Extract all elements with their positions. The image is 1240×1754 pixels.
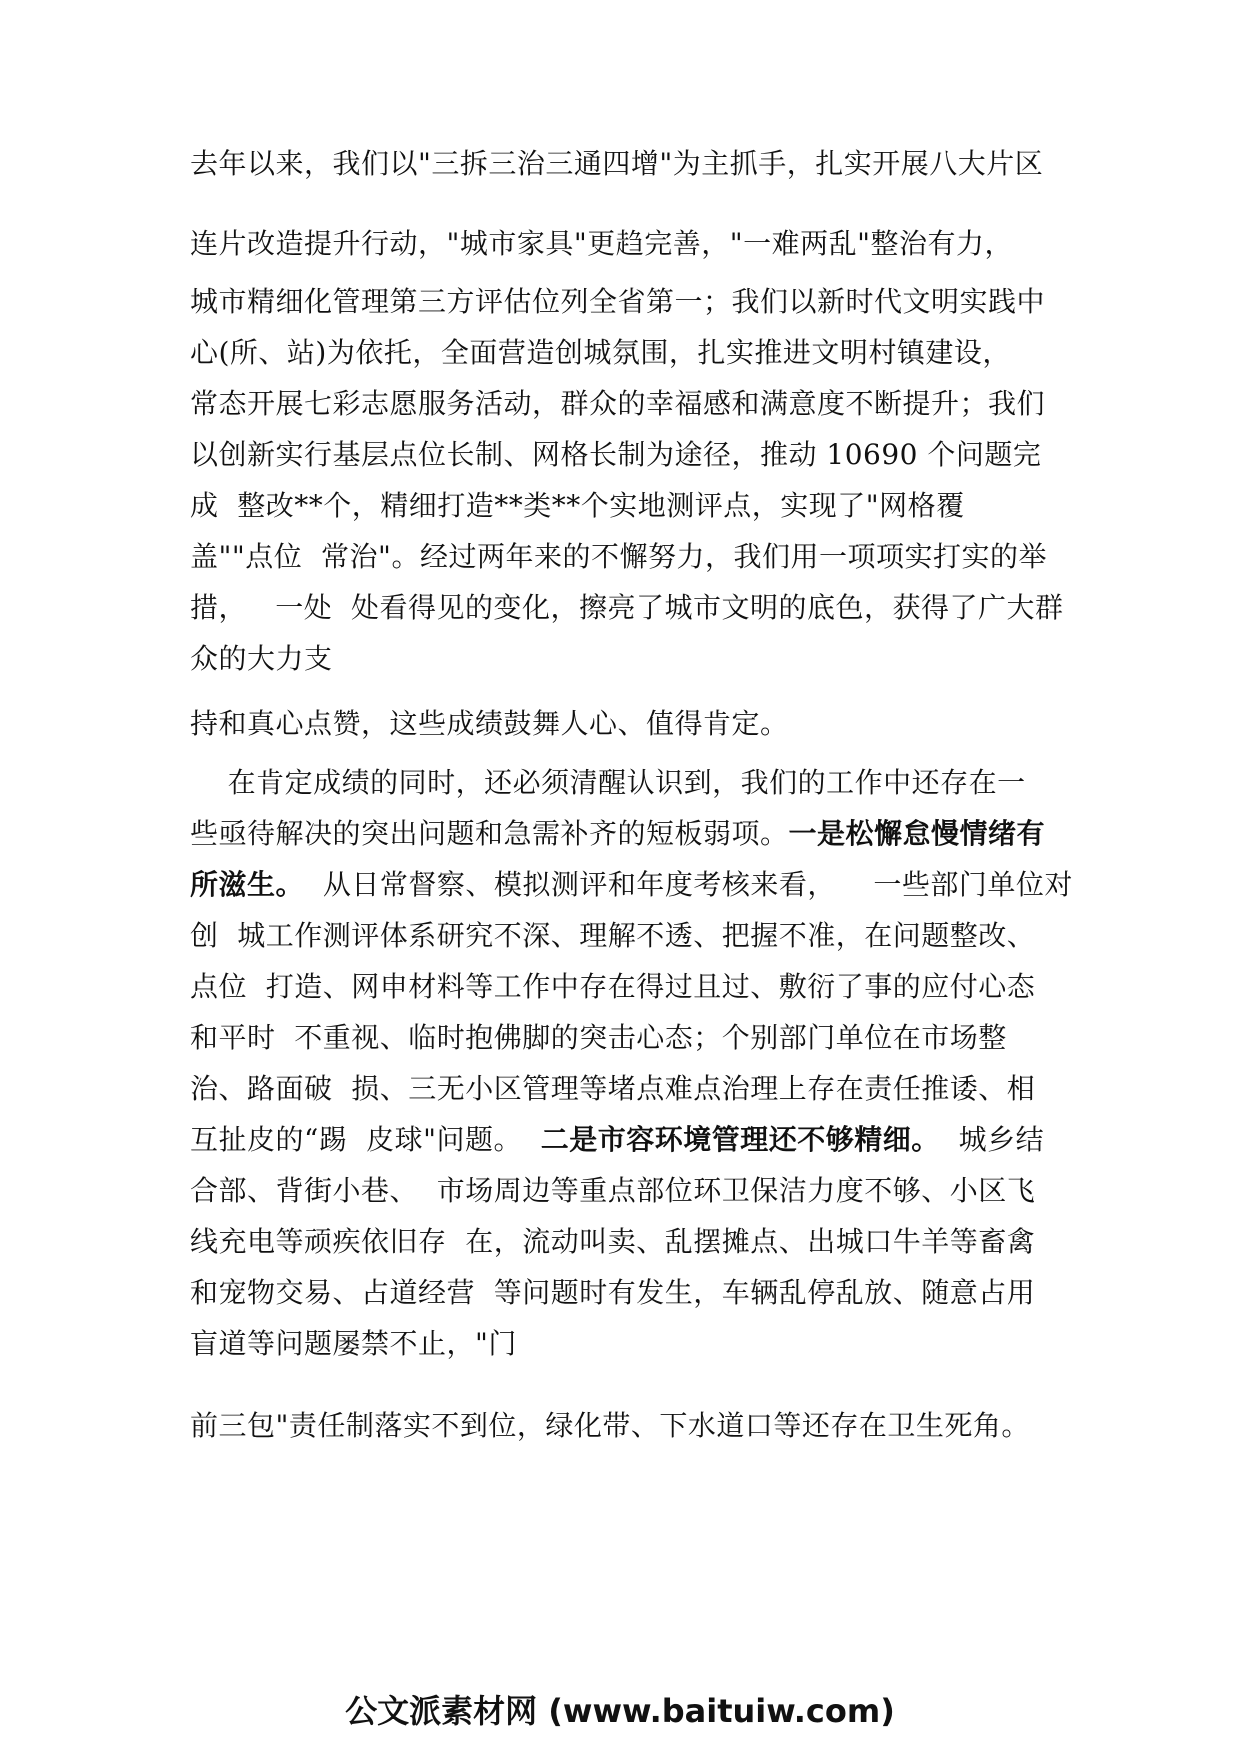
- paragraph-line: 盲道等问题屡禁不止，"门: [190, 1327, 517, 1360]
- paragraph-line: [190, 867, 1073, 903]
- bold-heading: 所滋生。: [190, 868, 305, 901]
- paragraph-line: 众的大力支: [190, 642, 333, 675]
- paragraph-line: 城市精细化管理第三方评估位列全省第一；我们以新时代文明实践中: [190, 285, 1046, 318]
- paragraph-line: 前三包"责任制落实不到位，绿化带、下水道口等还存在卫生死角。: [190, 1409, 1030, 1442]
- paragraph-line: 以创新实行基层点位长制、网格长制为途径，推动 10690 个问题完: [190, 438, 1042, 471]
- paragraph-line: [190, 1122, 1044, 1158]
- paragraph-line: 在肯定成绩的同时，还必须清醒认识到，我们的工作中还存在一: [190, 766, 1026, 799]
- paragraph-line: 点位 打造、网申材料等工作中存在得过且过、敷衍了事的应付心态: [190, 970, 1036, 1003]
- paragraph-line: 持和真心点赞，这些成绩鼓舞人心、值得肯定。: [190, 707, 789, 740]
- plain-text: 从日常督察、模拟测评和年度考核来看， 一些部门单位对: [304, 868, 1073, 901]
- footer-watermark: 公文派素材网 (www.baituiw.com): [345, 1692, 895, 1730]
- bold-heading: 一是松懈怠慢情绪有: [788, 817, 1046, 850]
- paragraph-line: 盖""点位 常治"。经过两年来的不懈努力，我们用一项项实打实的举: [190, 540, 1047, 573]
- paragraph-line: 线充电等顽疾依旧存 在，流动叫卖、乱摆摊点、出城口牛羊等畜禽: [190, 1225, 1036, 1258]
- paragraph-line: 常态开展七彩志愿服务活动，群众的幸福感和满意度不断提升；我们: [190, 387, 1046, 420]
- paragraph-line: 治、路面破 损、三无小区管理等堵点难点治理上存在责任推诿、相: [190, 1072, 1036, 1105]
- bold-heading: 二是市容环境管理还不够精细。: [540, 1123, 940, 1156]
- paragraph-line: 措， 一处 处看得见的变化，擦亮了城市文明的底色，获得了广大群: [190, 591, 1064, 624]
- paragraph-line: 和宠物交易、占道经营 等问题时有发生，车辆乱停乱放、随意占用: [190, 1276, 1036, 1309]
- plain-text: 城乡结: [939, 1123, 1045, 1156]
- paragraph-line: 去年以来，我们以"三拆三治三通四增"为主抓手，扎实开展八大片区: [190, 147, 1044, 180]
- paragraph-line: 合部、背街小巷、 市场周边等重点部位环卫保洁力度不够、小区飞: [190, 1174, 1036, 1207]
- plain-text: 些亟待解决的突出问题和急需补齐的短板弱项。: [190, 817, 789, 850]
- paragraph-line: 创 城工作测评体系研究不深、理解不透、把握不准，在问题整改、: [190, 919, 1036, 952]
- paragraph-line: 连片改造提升行动，"城市家具"更趋完善，"一难两乱"整治有力，: [190, 227, 1014, 260]
- paragraph-line: 成 整改**个，精细打造**类**个实地测评点，实现了"网格覆: [190, 489, 965, 522]
- paragraph-line: 和平时 不重视、临时抱佛脚的突击心态；个别部门单位在市场整: [190, 1021, 1007, 1054]
- plain-text: 互扯皮的“踢 皮球"问题。: [190, 1123, 541, 1156]
- paragraph-line: 心(所、站)为依托，全面营造创城氛围，扎实推进文明村镇建设，: [190, 336, 1011, 369]
- paragraph-line: [190, 816, 1045, 852]
